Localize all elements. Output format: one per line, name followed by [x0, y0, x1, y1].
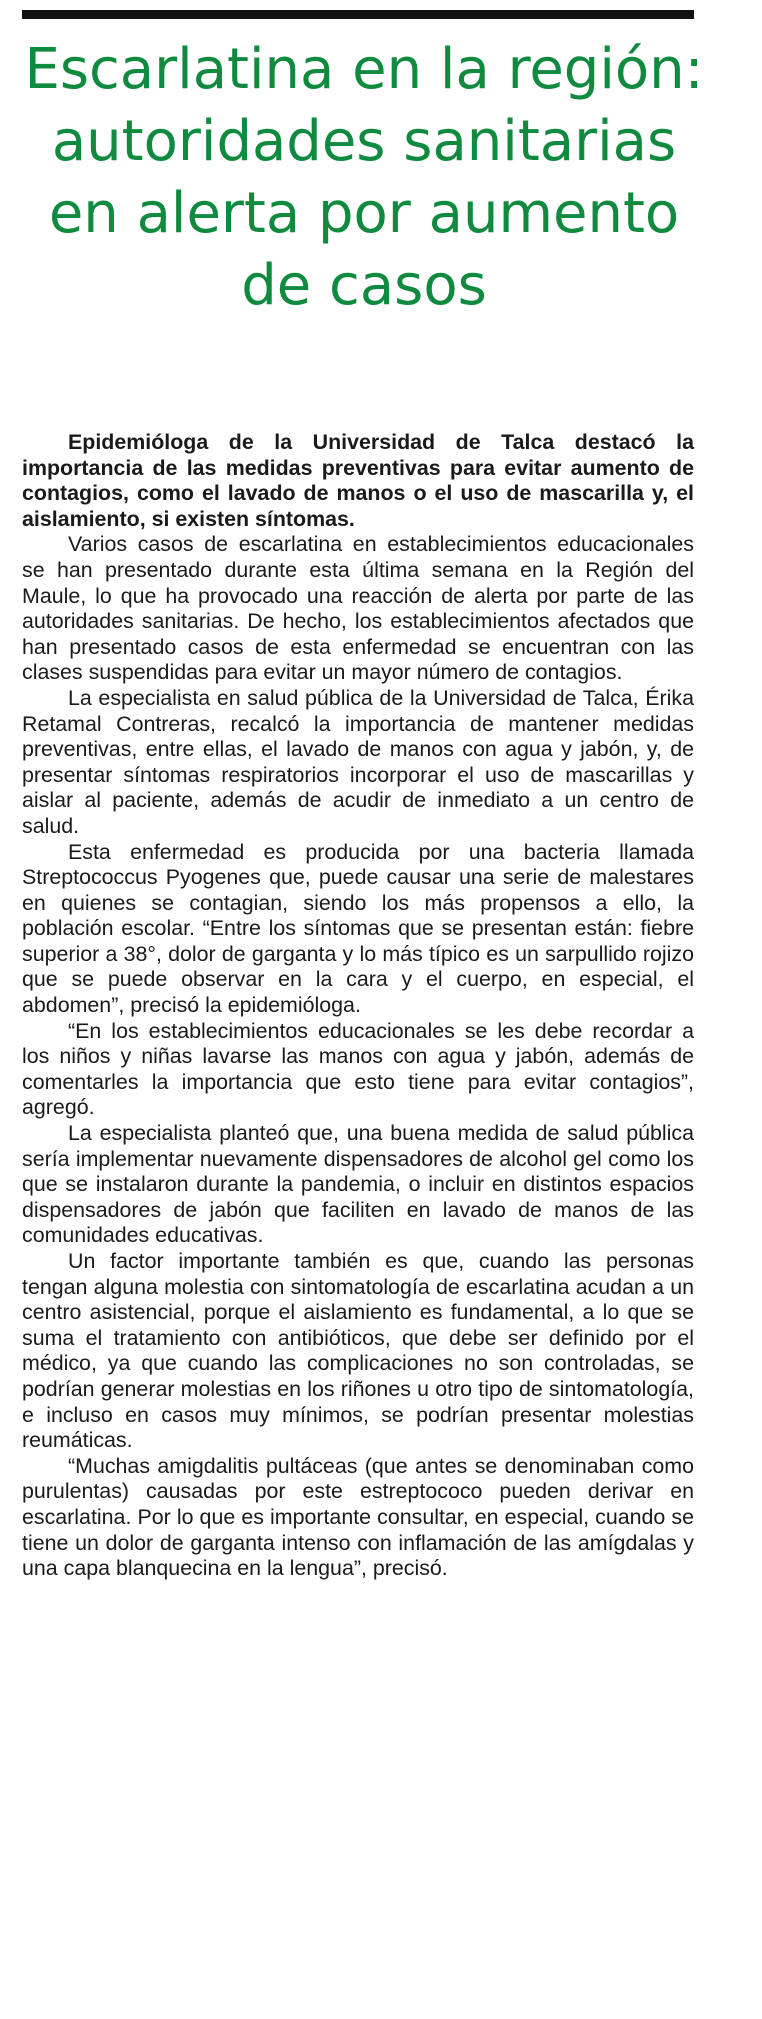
article-body [22, 430, 694, 1582]
body-paragraph: Un factor importante también es que, cuando las personas tengan alguna molestia con sintomatología de escarlatina acudan a un centro asistencial, porque el aislamiento es fundamental, a lo que se suma el tratamiento con antibióticos, que debe ser definido por el médico, ya que cuando las complicaciones no son controladas, se podrían generar molestias en los riñones u otro tipo de sintomatología, e incluso en casos muy mínimos, se podrían presentar molestias reumáticas. [22, 1249, 694, 1453]
body-paragraph: La especialista planteó que, una buena medida de salud pública sería implementar nuevamente dispensadores de alcohol gel como los que se instalaron durante la pandemia, o incluir en distintos espacios dispensadores de jabón que faciliten en lavado de manos de las comunidades educativas. [22, 1121, 694, 1248]
body-paragraph: “Muchas amigdalitis pultáceas (que antes se denominaban como purulentas) causadas por este estreptococo pueden derivar en escarlatina. Por lo que es importante consultar, en especial, cuando se tiene un dolor de garganta intenso con inflamación de las amígdalas y una capa blanquecina en la lengua”, precisó. [22, 1453, 694, 1581]
body-paragraph: “En los establecimientos educacionales se les debe recordar a los niños y niñas lavarse las manos con agua y jabón, además de comentarles la importancia que esto tiene para evitar contagios”, agregó. [22, 1018, 694, 1120]
body-paragraph: La especialista en salud pública de la Universidad de Talca, Érika Retamal Contreras, recalcó la importancia de mantener medidas preventivas, entre ellas, el lavado de manos con agua y jabón, y, de presentar síntomas respiratorios incorporar el uso de mascarillas y aislar al paciente, además de acudir de inmediato a un centro de salud. [22, 685, 694, 838]
lead-paragraph: Epidemióloga de la Universidad de Talca destacó la importancia de las medidas preventivas para evitar aumento de contagios, como el lavado de manos o el uso de mascarilla y, el aislamiento, si existen síntomas. [22, 430, 694, 531]
headline: Escarlatina en la región: autoridades sanitarias en alerta por aumento de casos [24, 37, 704, 318]
body-paragraph: Varios casos de escarlatina en establecimientos educacionales se han presentado durante esta última semana en la Región del Maule, lo que ha provocado una reacción de alerta por parte de las autoridades sanitarias. De hecho, los establecimientos afectados que han presentado casos de esta enfermedad se encuentran con las clases suspendidas para evitar un mayor número de contagios. [22, 532, 694, 685]
top-rule [22, 10, 694, 19]
body-paragraph: Esta enfermedad es producida por una bacteria llamada Streptococcus Pyogenes que, puede causar una serie de malestares en quienes se contagian, siendo los más propensos a ello, la población escolar. “Entre los síntomas que se presentan están: fiebre superior a 38°, dolor de garganta y lo más típico es un sarpullido rojizo que se puede observar en la cara y el cuerpo, en especial, el abdomen”, precisó la epidemióloga. [22, 839, 694, 1018]
